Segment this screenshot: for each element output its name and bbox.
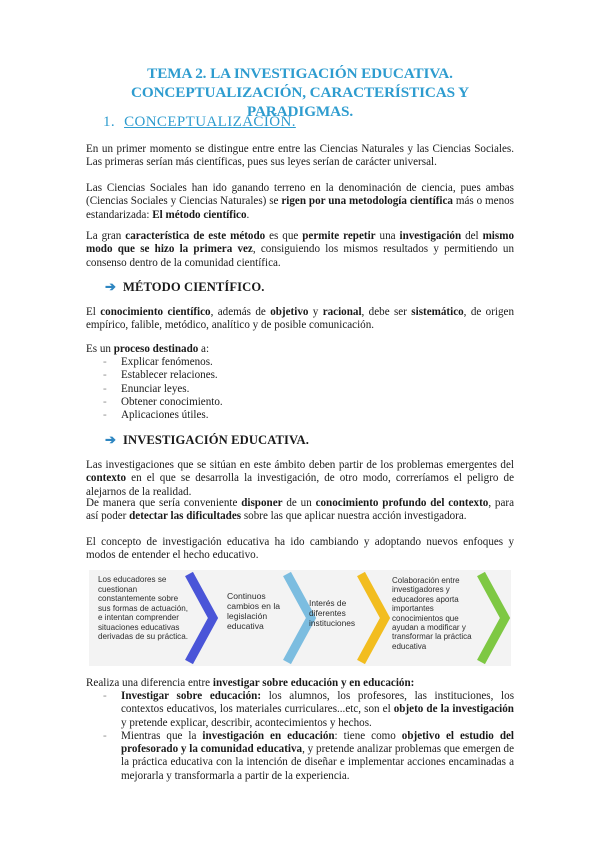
list-item: - Investigar sobre educación: los alumnos, los profesores, las instituciones, los contextos educativos, los materiales curriculares...etc, son el objeto de la investigación y pretende explicar, describir, acontecimientos y hechos. (86, 690, 514, 730)
heading-label: INVESTIGACIÓN EDUCATIVA. (123, 433, 309, 447)
paragraph-proceso: Es un proceso destinado a: (86, 343, 210, 355)
flow-step-1: Los educadores se cuestionan constantemente sobre sus formas de actuación, e intentan comprender situaciones educativas derivadas de su práctica. (98, 575, 188, 641)
section-heading-conceptualizacion (103, 114, 296, 131)
paragraph-contexto: Las investigaciones que se sitúan en este ámbito deben partir de los problemas emergentes del contexto en el que se desarrolla la investigación, de otro modo, correríamos el peligro de alejarnos de la realidad. (86, 459, 514, 498)
paragraph-ciencias: En un primer momento se distingue entre entre las Ciencias Naturales y las Ciencias Sociales. Las primeras serían más científicas, pues sus leyes serían de carácter universal. (86, 143, 514, 169)
paragraph-concepto: El concepto de investigación educativa ha ido cambiando y adoptando nuevos enfoques y modos de entender el hecho educativo. (86, 536, 514, 562)
paragraph-conocimiento: El conocimiento científico, además de objetivo y racional, debe ser sistemático, de origen empírico, falible, metódico, analítico y de posible comunicación. (86, 306, 514, 332)
flow-step-3: Interés de diferentes instituciones (309, 598, 356, 628)
arrow-right-icon: ➔ (105, 279, 116, 294)
list-diferencia (86, 690, 514, 783)
title-line-2: CONCEPTUALIZACIÓN, CARACTERÍSTICAS Y PARADIGMAS. (130, 84, 470, 120)
list-item: - Aplicaciones útiles. (86, 409, 514, 422)
list-item: - Explicar fenómenos. (86, 356, 514, 369)
paragraph-disponer: De manera que sería conveniente disponer de un conocimiento profundo del contexto, para así poder detectar las dificultades sobre las que aplicar nuestra acción investigadora. (86, 497, 514, 523)
heading-label: MÉTODO CIENTÍFICO. (123, 280, 265, 294)
document-title (80, 64, 520, 121)
list-item: - Enunciar leyes. (86, 383, 514, 396)
heading-metodo-cientifico (105, 279, 265, 295)
section-number: 1. (103, 114, 116, 130)
process-flow-diagram (89, 570, 511, 666)
flow-step-2: Continuos cambios en la legislación educativa (227, 591, 281, 631)
list-item: - Obtener conocimiento. (86, 396, 514, 409)
paragraph-caracteristica: La gran característica de este método es que permite repetir una investigación del mismo modo que se hizo la primera vez, consiguiendo los mismos resultados y permitiendo un consenso dentro de la comunidad científica. (86, 230, 514, 269)
list-proceso (86, 356, 514, 422)
section-label: CONCEPTUALIZACIÓN. (124, 114, 296, 130)
arrow-right-icon: ➔ (105, 432, 116, 447)
list-item: - Mientras que la investigación en educación: tiene como objetivo el estudio del profesorado y la comunidad educativa, y pretende analizar problemas que emergen de la práctica educativa con la intención de diseñar e implementar acciones encaminadas a mejorarla y transformarla a partir de la experiencia. (86, 730, 514, 783)
flow-step-4: Colaboración entre investigadores y educadores aporta importantes conocimientos que ayudan a modificar y transformar la práctica educativa (392, 576, 472, 651)
heading-investigacion-educativa (105, 432, 309, 448)
paragraph-diferencia: Realiza una diferencia entre investigar sobre educación y en educación: (86, 677, 415, 689)
paragraph-ciencias-sociales: Las Ciencias Sociales han ido ganando terreno en la denominación de ciencia, pues ambas (Ciencias Sociales y Ciencias Naturales) se rigen por una metodología científica más o menos estandarizada: El método científico. (86, 182, 514, 221)
title-line-1: TEMA 2. LA INVESTIGACIÓN EDUCATIVA. (147, 65, 453, 82)
list-item: - Establecer relaciones. (86, 369, 514, 382)
